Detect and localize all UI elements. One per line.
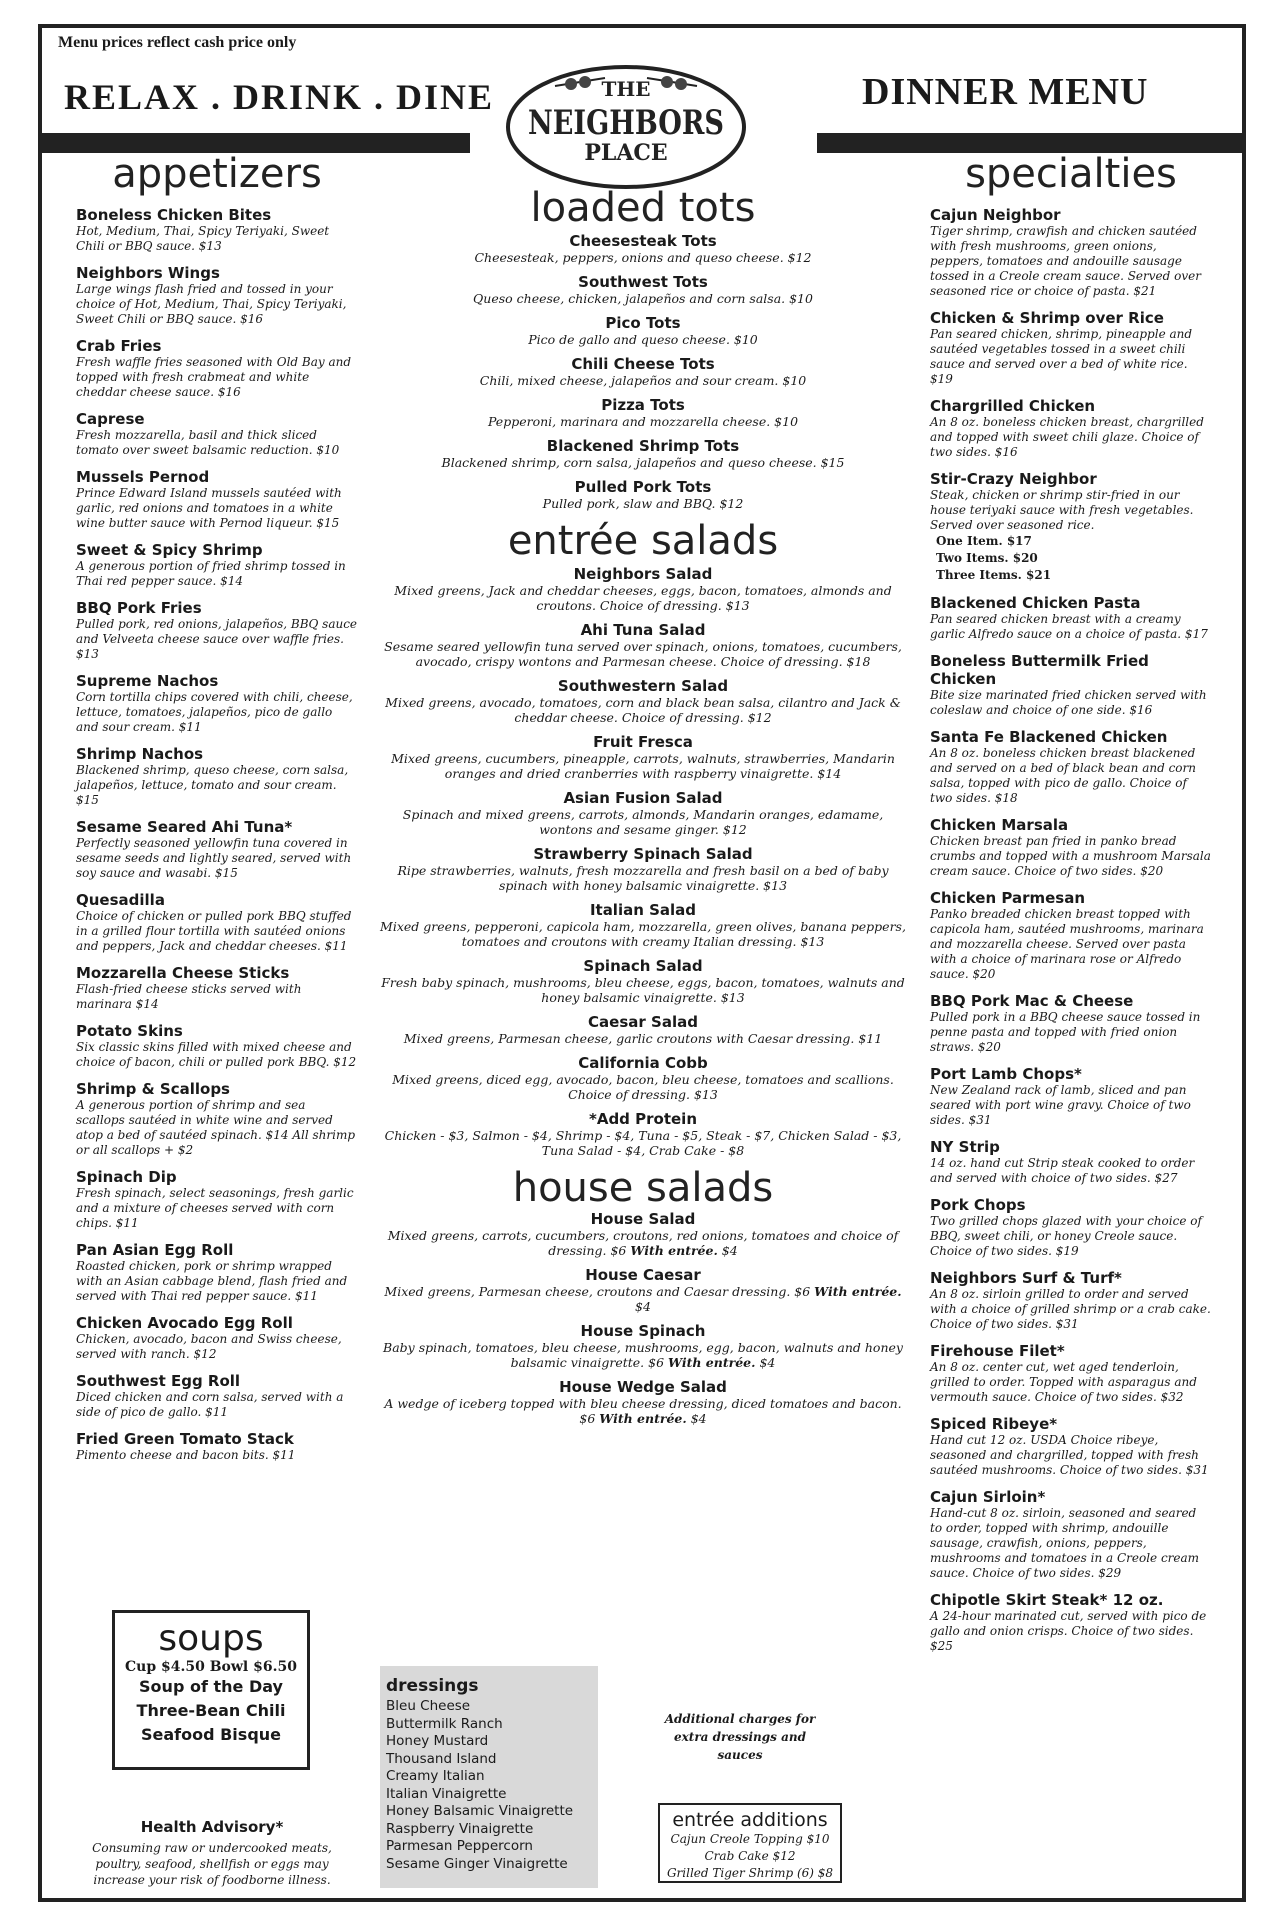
- with-entree-price: $4: [717, 1243, 738, 1258]
- menu-item-name: Supreme Nachos: [76, 672, 219, 690]
- menu-item: [930, 1196, 1212, 1259]
- menu-item: [378, 1110, 908, 1158]
- menu-item-description-text: Chicken breast pan fried in panko bread crumbs and topped with a mushroom Marsala cream sauce. Choice of two sides. $20: [930, 834, 1211, 878]
- menu-item-description-text: Large wings flash fried and tossed in your choice of Hot, Medium, Thai, Spicy Teriyaki, Sweet Chili or BBQ sauce. $16: [76, 282, 347, 326]
- menu-item-name: Chili Cheese Tots: [571, 355, 715, 373]
- menu-item-description-text: Pulled pork in a BBQ cheese sauce tossed in penne pasta and topped with fried onion straws. $20: [930, 1010, 1201, 1054]
- menu-item: [76, 672, 358, 735]
- menu-item-description-text: Bite size marinated fried chicken served with coleslaw and choice of one side. $16: [930, 688, 1207, 717]
- loaded-tots-list: [378, 232, 908, 511]
- menu-item: [76, 1430, 358, 1463]
- entree-salads-list: [378, 565, 908, 1158]
- menu-item-description: [76, 428, 358, 458]
- menu-item-description: [76, 763, 358, 808]
- menu-item-description-text: An 8 oz. boneless chicken breast, chargrilled and topped with sweet chili glaze. Choice of two sides. $16: [930, 415, 1204, 459]
- menu-item-name: Chicken & Shrimp over Rice: [930, 309, 1164, 327]
- menu-item-description-text: Fresh waffle fries seasoned with Old Bay and topped with fresh crabmeat and white cheddar cheese sauce. $16: [76, 355, 352, 399]
- menu-item-description: [378, 695, 908, 725]
- menu-item: [378, 355, 908, 388]
- menu-item-description: [378, 1284, 908, 1314]
- menu-item: [76, 1168, 358, 1231]
- logo-line-1: THE: [601, 77, 651, 101]
- restaurant-logo: [505, 64, 747, 190]
- menu-item-name: Mozzarella Cheese Sticks: [76, 964, 290, 982]
- center-column: [378, 186, 908, 1434]
- menu-item-description-text: Six classic skins filled with mixed cheese and choice of bacon, chili or pulled pork BBQ. $12: [76, 1040, 357, 1069]
- menu-item: [76, 891, 358, 954]
- with-entree-label: With entrée.: [630, 1243, 718, 1258]
- menu-item-description: [76, 1390, 358, 1420]
- dressing-option: Thousand Island: [386, 1750, 497, 1767]
- menu-item-name: House Wedge Salad: [559, 1378, 727, 1396]
- menu-item-name: House Salad: [590, 1210, 696, 1228]
- menu-item-name: *Add Protein: [588, 1110, 697, 1128]
- menu-item: [378, 565, 908, 613]
- menu-item-name: Caesar Salad: [588, 1013, 698, 1031]
- health-advisory: [76, 1818, 348, 1888]
- menu-item-description: [378, 1228, 908, 1258]
- specialties-list: [930, 206, 1212, 1654]
- menu-item-description: [930, 688, 1212, 718]
- menu-item-description: [930, 834, 1212, 879]
- menu-item-name: Santa Fe Blackened Chicken: [930, 728, 1168, 746]
- dressings-list: [386, 1698, 592, 1873]
- menu-item-description-text: Mixed greens, Parmesan cheese, garlic croutons with Caesar dressing. $11: [403, 1031, 883, 1046]
- with-entree-label: With entrée.: [668, 1355, 756, 1370]
- menu-item: [378, 789, 908, 837]
- menu-item-description-text: Cheesesteak, peppers, onions and queso cheese. $12: [474, 250, 812, 265]
- menu-item-name: Fruit Fresca: [593, 733, 693, 751]
- menu-item-description-text: Mixed greens, diced egg, avocado, bacon, bleu cheese, tomatoes and scallions. Choice of dressing. $13: [392, 1072, 894, 1102]
- menu-item-description: [930, 415, 1212, 460]
- menu-item-description-text: An 8 oz. center cut, wet aged tenderloin, grilled to order. Topped with asparagus and vermouth sauce. Choice of two sides. $32: [930, 1360, 1197, 1404]
- menu-item-description: [930, 1083, 1212, 1128]
- menu-item-name: Caprese: [76, 410, 145, 428]
- menu-item-name: Neighbors Wings: [76, 264, 220, 282]
- menu-item-description-text: Perfectly seasoned yellowfin tuna covered in sesame seeds and lightly seared, served with soy sauce and wasabi. $15: [76, 836, 352, 880]
- menu-item-description: [930, 1287, 1212, 1332]
- menu-item-description: [378, 332, 908, 347]
- appetizers-section: [76, 152, 358, 1473]
- menu-item: [378, 273, 908, 306]
- menu-item-name: Pork Chops: [930, 1196, 1026, 1214]
- dressing-option: Honey Mustard: [386, 1733, 489, 1749]
- menu-item-description-text: Prince Edward Island mussels sautéed with garlic, red onions and tomatoes in a white wine butter sauce with Pernod liqueur. $15: [76, 486, 342, 530]
- menu-item-description: [378, 414, 908, 429]
- menu-item-description-text: Fresh spinach, select seasonings, fresh garlic and a mixture of cheeses served with corn chips. $11: [76, 1186, 354, 1230]
- menu-item: [378, 957, 908, 1005]
- menu-item: [76, 337, 358, 400]
- menu-item-name: Chipotle Skirt Steak* 12 oz.: [930, 1591, 1164, 1609]
- menu-item-name: California Cobb: [578, 1054, 708, 1072]
- menu-item-name: Boneless Chicken Bites: [76, 206, 272, 224]
- menu-item-name: Southwest Egg Roll: [76, 1372, 241, 1390]
- cash-price-note: Menu prices reflect cash price only: [58, 34, 297, 51]
- menu-item: [378, 1378, 908, 1426]
- dressings-box: [380, 1666, 598, 1888]
- menu-item: [76, 818, 358, 881]
- menu-item: [378, 314, 908, 347]
- menu-item-name: Sesame Seared Ahi Tuna*: [76, 818, 293, 836]
- portion-size-option: Three Items. $21: [936, 568, 1052, 582]
- menu-item: [378, 845, 908, 893]
- menu-item-description: [76, 982, 358, 1012]
- dressing-option: Bleu Cheese: [386, 1698, 471, 1714]
- menu-item: [76, 206, 358, 254]
- menu-item-description-text: Hand-cut 8 oz. sirloin, seasoned and seared to order, topped with shrimp, andouille sausage, crawfish, onions, peppers, mushrooms and tomatoes in a Creole cream sauce. Choice of two sides. $29: [930, 1506, 1200, 1580]
- menu-title: DINNER MENU: [862, 71, 1149, 113]
- menu-item-description: [378, 751, 908, 781]
- menu-item-name: Chargrilled Chicken: [930, 397, 1096, 415]
- menu-item-description-text: Two grilled chops glazed with your choice of BBQ, sweet chili, or honey Creole sauce. Choice of two sides. $19: [930, 1214, 1202, 1258]
- menu-item-description: [930, 327, 1212, 387]
- portion-size-option: Two Items. $20: [936, 551, 1038, 565]
- tagline: RELAX . DRINK . DINE: [64, 77, 495, 117]
- menu-item-description-text: New Zealand rack of lamb, sliced and pan seared with port wine gravy. Choice of two sides. $31: [930, 1083, 1191, 1127]
- menu-item-description: [930, 746, 1212, 806]
- specialties-title: specialties: [965, 151, 1177, 197]
- menu-item: [378, 396, 908, 429]
- header-bar-left: [42, 133, 470, 153]
- menu-item-name: Neighbors Salad: [573, 565, 713, 583]
- menu-item-description-text: Pimento cheese and bacon bits. $11: [76, 1448, 296, 1462]
- menu-item: [76, 745, 358, 808]
- menu-item-name: Cajun Sirloin*: [930, 1488, 1046, 1506]
- menu-item: [76, 964, 358, 1012]
- menu-item-name: Cajun Neighbor: [930, 206, 1061, 224]
- menu-item-description-text: Pulled pork, slaw and BBQ. $12: [542, 496, 744, 511]
- menu-item-description: [930, 907, 1212, 982]
- loaded-tots-title: loaded tots: [530, 185, 756, 231]
- menu-item-description-text: Blackened shrimp, corn salsa, jalapeños and queso cheese. $15: [441, 455, 845, 470]
- logo-line-2: NEIGHBORS: [528, 103, 724, 143]
- menu-item-description-text: A 24-hour marinated cut, served with pico de gallo and onion crisps. Choice of two sides. $25: [930, 1609, 1207, 1653]
- menu-item-name: Southwest Tots: [578, 273, 708, 291]
- menu-item-description-text: Pan seared chicken, shrimp, pineapple and sautéed vegetables tossed in a sweet chili sauce and served over a bed of white rice. $19: [930, 327, 1193, 386]
- menu-item-name: NY Strip: [930, 1138, 1000, 1156]
- menu-item-description-text: Mixed greens, carrots, cucumbers, croutons, red onions, tomatoes and choice of dressing. $6: [387, 1228, 899, 1258]
- menu-item-name: Pan Asian Egg Roll: [76, 1241, 234, 1259]
- menu-item: [930, 1269, 1212, 1332]
- menu-item-description: [378, 1128, 908, 1158]
- menu-item-description-text: Corn tortilla chips covered with chili, cheese, lettuce, tomatoes, jalapeños, pico de gallo and sour cream. $11: [76, 690, 353, 734]
- dressing-option: Honey Balsamic Vinaigrette: [386, 1803, 574, 1819]
- menu-item-description: [378, 373, 908, 388]
- soups-box: [112, 1610, 310, 1770]
- menu-item-name: Pico Tots: [605, 314, 681, 332]
- menu-item-description: [378, 291, 908, 306]
- menu-item: [76, 468, 358, 531]
- with-entree-price: $4: [635, 1299, 651, 1314]
- menu-item-description-text: Mixed greens, Parmesan cheese, croutons and Caesar dressing. $6: [384, 1284, 811, 1299]
- additional-charges-note: Additional charges for extra dressings and sauces: [664, 1712, 816, 1762]
- menu-item-name: Stir-Crazy Neighbor: [930, 470, 1097, 488]
- menu-item-description-text: Spinach and mixed greens, carrots, almonds, Mandarin oranges, edamame, wontons and sesame ginger. $12: [402, 807, 884, 837]
- menu-item-description-text: Diced chicken and corn salsa, served with a side of pico de gallo. $11: [76, 1390, 344, 1419]
- menu-item-name: Firehouse Filet*: [930, 1342, 1065, 1360]
- menu-item: [76, 599, 358, 662]
- menu-item-name: Sweet & Spicy Shrimp: [76, 541, 263, 559]
- menu-item: [930, 1065, 1212, 1128]
- menu-item-description-text: Steak, chicken or shrimp stir-fried in our house teriyaki sauce with fresh vegetables. Served over seasoned rice.: [930, 488, 1194, 532]
- menu-item-description: [76, 617, 358, 662]
- menu-item-name: House Spinach: [580, 1322, 706, 1340]
- menu-item-description-text: Pepperoni, marinara and mozzarella cheese. $10: [487, 414, 799, 429]
- menu-item: [378, 1210, 908, 1258]
- menu-item-description-text: A wedge of iceberg topped with bleu cheese dressing, diced tomatoes and bacon. $6: [384, 1396, 902, 1426]
- menu-item: [930, 816, 1212, 879]
- menu-item: [930, 594, 1212, 642]
- menu-item-description-text: Flash-fried cheese sticks served with marinara $14: [76, 982, 302, 1011]
- dressing-option: Creamy Italian: [386, 1768, 485, 1784]
- menu-item-description: [930, 1156, 1212, 1186]
- menu-item-description: [930, 224, 1212, 299]
- soup-item: Soup of the Day: [139, 1677, 283, 1696]
- menu-item-description-text: Chili, mixed cheese, jalapeños and sour cream. $10: [479, 373, 807, 388]
- menu-item-description: [76, 836, 358, 881]
- menu-item-description: [76, 1448, 358, 1463]
- menu-item-description-text: Pulled pork, red onions, jalapeños, BBQ sauce and Velveeta cheese sauce over waffle fries. $13: [76, 617, 358, 661]
- menu-item-description: [930, 612, 1212, 642]
- menu-item: [378, 232, 908, 265]
- menu-item-description: [378, 919, 908, 949]
- menu-item-name: Spiced Ribeye*: [930, 1415, 1058, 1433]
- menu-item-name: BBQ Pork Fries: [76, 599, 202, 617]
- menu-item-description: [378, 1340, 908, 1370]
- menu-item-description-text: Mixed greens, Jack and cheddar cheeses, eggs, bacon, tomatoes, almonds and croutons. Choice of dressing. $13: [394, 583, 892, 613]
- with-entree-price: $4: [686, 1411, 707, 1426]
- menu-item-description-text: Fresh mozzarella, basil and thick sliced tomato over sweet balsamic reduction. $10: [76, 428, 340, 457]
- menu-item: [76, 1080, 358, 1158]
- entree-addition-item: Crab Cake $12: [704, 1849, 796, 1863]
- menu-item: [378, 1013, 908, 1046]
- dressing-option: Sesame Ginger Vinaigrette: [386, 1855, 568, 1872]
- menu-item: [76, 264, 358, 327]
- menu-item-name: Boneless Buttermilk Fried Chicken: [930, 652, 1149, 688]
- menu-item-description: [378, 1072, 908, 1102]
- menu-item-name: Ahi Tuna Salad: [580, 621, 706, 639]
- menu-item: [930, 728, 1212, 806]
- menu-item-description-text: A generous portion of fried shrimp tossed in Thai red pepper sauce. $14: [76, 559, 346, 588]
- dressing-option: Parmesan Peppercorn: [386, 1838, 533, 1854]
- menu-item-name: Potato Skins: [76, 1022, 183, 1040]
- menu-item: [76, 1022, 358, 1070]
- menu-item-name: Neighbors Surf & Turf*: [930, 1269, 1122, 1287]
- menu-item-name: Chicken Marsala: [930, 816, 1069, 834]
- soup-prices: Cup $4.50 Bowl $6.50: [125, 1659, 297, 1675]
- menu-item-name: Mussels Pernod: [76, 468, 210, 486]
- with-entree-label: With entrée.: [814, 1284, 902, 1299]
- menu-item-description: [930, 488, 1212, 533]
- menu-item-description: [930, 1433, 1212, 1478]
- menu-item: [76, 1314, 358, 1362]
- menu-item-description: [76, 1259, 358, 1304]
- menu-item-name: Chicken Parmesan: [930, 889, 1086, 907]
- menu-item-description-text: Roasted chicken, pork or shrimp wrapped with an Asian cabbage blend, flash fried and served with Thai red pepper sauce. $11: [76, 1259, 348, 1303]
- menu-item-name: Strawberry Spinach Salad: [533, 845, 753, 863]
- menu-item: [378, 437, 908, 470]
- menu-item: [930, 1138, 1212, 1186]
- menu-item: [378, 1266, 908, 1314]
- menu-item-name: Blackened Chicken Pasta: [930, 594, 1141, 612]
- menu-item-name: Cheesesteak Tots: [569, 232, 717, 250]
- entree-addition-item: Cajun Creole Topping $10: [670, 1832, 830, 1846]
- menu-item: [930, 397, 1212, 460]
- menu-item: [930, 652, 1212, 718]
- menu-item-description-text: Mixed greens, cucumbers, pineapple, carrots, walnuts, strawberries, Mandarin oranges and dried cranberries with raspberry vinaigrette. $14: [391, 751, 895, 781]
- menu-item-name: Blackened Shrimp Tots: [546, 437, 740, 455]
- logo-line-3: PLACE: [584, 140, 668, 166]
- appetizers-title: appetizers: [112, 151, 322, 197]
- menu-item-description-text: 14 oz. hand cut Strip steak cooked to order and served with choice of two sides. $27: [930, 1156, 1195, 1185]
- menu-item-description: [76, 282, 358, 327]
- menu-item: [930, 470, 1212, 584]
- menu-item: [378, 478, 908, 511]
- menu-item-description: [378, 250, 908, 265]
- menu-item: [378, 1322, 908, 1370]
- portion-size-option: One Item. $17: [936, 534, 1032, 548]
- menu-item-name: Shrimp Nachos: [76, 745, 204, 763]
- menu-item-name: House Caesar: [585, 1266, 701, 1284]
- menu-item-description: [378, 1396, 908, 1426]
- menu-item: [930, 992, 1212, 1055]
- menu-item: [76, 1372, 358, 1420]
- menu-item: [930, 309, 1212, 387]
- entree-salads-title: entrée salads: [507, 518, 779, 564]
- entree-additions-title: entrée additions: [672, 1809, 828, 1831]
- menu-item-description: [76, 559, 358, 589]
- menu-item-description-text: Fresh baby spinach, mushrooms, bleu cheese, eggs, bacon, tomatoes, walnuts and honey balsamic vinaigrette. $13: [381, 975, 905, 1005]
- menu-item-name: Southwestern Salad: [557, 677, 729, 695]
- menu-item-description: [378, 583, 908, 613]
- menu-item: [76, 410, 358, 458]
- menu-item-description-text: Pico de gallo and queso cheese. $10: [528, 332, 758, 347]
- menu-item-description: [930, 1360, 1212, 1405]
- menu-item-description: [76, 486, 358, 531]
- appetizer-list: [76, 206, 358, 1463]
- menu-item-description-text: Pan seared chicken breast with a creamy garlic Alfredo sauce on a choice of pasta. $17: [930, 612, 1208, 641]
- menu-item: [76, 541, 358, 589]
- menu-item-name: Italian Salad: [589, 901, 697, 919]
- menu-item-description-text: A generous portion of shrimp and sea scallops sautéed in white wine and served atop a bed of sautéed spinach. $14 All shrimp or all scallops + $2: [76, 1098, 356, 1157]
- dressing-option: Italian Vinaigrette: [386, 1785, 507, 1802]
- dressings-title: dressings: [386, 1676, 479, 1696]
- menu-item-name: Quesadilla: [76, 891, 165, 909]
- menu-item-description-text: Mixed greens, pepperoni, capicola ham, mozzarella, green olives, banana peppers, tomatoes and croutons with creamy Italian dressing. $13: [380, 919, 906, 949]
- menu-item-name: Pulled Pork Tots: [574, 478, 712, 496]
- soups-title: soups: [158, 1618, 264, 1659]
- menu-item: [378, 733, 908, 781]
- menu-item-description-text: Tiger shrimp, crawfish and chicken sautéed with fresh mushrooms, green onions, peppers, tomatoes and andouille sausage tossed in a Creole cream sauce. Served over seasoned rice or choice of pasta. $21: [930, 224, 1201, 298]
- menu-item: [378, 677, 908, 725]
- menu-item-name: Asian Fusion Salad: [563, 789, 723, 807]
- menu-item-description-text: Panko breaded chicken breast topped with capicola ham, sautéed mushrooms, marinara and mozzarella cheese. Served over pasta with a choice of marinara rose or Alfredo sauce. $20: [930, 907, 1204, 981]
- menu-item-description: [76, 690, 358, 735]
- dressing-option: Buttermilk Ranch: [386, 1715, 503, 1732]
- menu-item: [930, 1591, 1212, 1654]
- specialties-section: [930, 152, 1212, 1664]
- soup-item: Seafood Bisque: [140, 1725, 282, 1744]
- menu-item-name: Spinach Dip: [76, 1168, 177, 1186]
- menu-item-name: Crab Fries: [76, 337, 162, 355]
- menu-item-description: [930, 1609, 1212, 1654]
- menu-item-name: Chicken Avocado Egg Roll: [76, 1314, 293, 1332]
- menu-item-description-text: Mixed greens, avocado, tomatoes, corn and black bean salsa, cilantro and Jack & cheddar cheese. Choice of dressing. $12: [385, 695, 901, 725]
- menu-item-name: Fried Green Tomato Stack: [76, 1430, 294, 1448]
- menu-item-name: BBQ Pork Mac & Cheese: [930, 992, 1134, 1010]
- health-advisory-text: Consuming raw or undercooked meats, poultry, seafood, shellfish or eggs may increase your risk of foodborne illness.: [92, 1841, 332, 1887]
- menu-item-description: [930, 1506, 1212, 1581]
- menu-item-description-text: Choice of chicken or pulled pork BBQ stuffed in a grilled flour tortilla with sautéed onions and peppers, Jack and cheddar cheeses. $11: [76, 909, 352, 953]
- menu-item-description: [76, 909, 358, 954]
- menu-item-description-text: Baby spinach, tomatoes, bleu cheese, mushrooms, egg, bacon, walnuts and honey balsamic vinaigrette. $6: [383, 1340, 903, 1370]
- menu-item-description-text: Hand cut 12 oz. USDA Choice ribeye, seasoned and chargrilled, topped with fresh sautéed mushrooms. Choice of two sides. $31: [930, 1433, 1209, 1477]
- menu-item-name: Spinach Salad: [583, 957, 703, 975]
- menu-item-name: Pizza Tots: [601, 396, 685, 414]
- menu-item-description-text: Queso cheese, chicken, jalapeños and corn salsa. $10: [473, 291, 813, 306]
- menu-item-description-text: Chicken - $3, Salmon - $4, Shrimp - $4, Tuna - $5, Steak - $7, Chicken Salad - $3, Tuna Salad - $4, Crab Cake - $8: [384, 1128, 902, 1158]
- menu-item-name: Port Lamb Chops*: [930, 1065, 1082, 1083]
- house-salads-title: house salads: [512, 1165, 774, 1211]
- menu-item: [930, 206, 1212, 299]
- menu-item: [76, 1241, 358, 1304]
- menu-item-description: [930, 1214, 1212, 1259]
- with-entree-price: $4: [755, 1355, 776, 1370]
- menu-item: [930, 1415, 1212, 1478]
- menu-item-description-text: An 8 oz. sirloin grilled to order and served with a choice of grilled shrimp or a crab cake. Choice of two sides. $31: [930, 1287, 1211, 1331]
- menu-item-description: [378, 863, 908, 893]
- menu-item-name: Shrimp & Scallops: [76, 1080, 230, 1098]
- menu-item-description: [76, 1186, 358, 1231]
- header-bar-right: [817, 133, 1242, 153]
- menu-item-description: [378, 455, 908, 470]
- menu-item-description: [76, 355, 358, 400]
- with-entree-label: With entrée.: [599, 1411, 687, 1426]
- menu-item-description-text: Sesame seared yellowfin tuna served over spinach, onions, tomatoes, cucumbers, avocado, crispy wontons and Parmesan cheese. Choice of dressing. $18: [384, 639, 902, 669]
- menu-item: [378, 621, 908, 669]
- menu-item: [930, 1342, 1212, 1405]
- menu-item-description-text: Chicken, avocado, bacon and Swiss cheese, served with ranch. $12: [76, 1332, 342, 1361]
- menu-item: [930, 1488, 1212, 1581]
- menu-item: [378, 901, 908, 949]
- menu-item-description-text: An 8 oz. boneless chicken breast blackened and served on a bed of black bean and corn salsa, topped with pico de gallo. Choice of two sides. $18: [930, 746, 1196, 805]
- menu-item-description: [378, 496, 908, 511]
- health-advisory-title: Health Advisory*: [140, 1818, 284, 1836]
- entree-addition-item: Grilled Tiger Shrimp (6) $8: [666, 1866, 834, 1880]
- menu-item-description: [378, 975, 908, 1005]
- menu-item-description: [76, 1098, 358, 1158]
- menu-item-description-text: Hot, Medium, Thai, Spicy Teriyaki, Sweet Chili or BBQ sauce. $13: [76, 224, 330, 253]
- menu-item-description-text: Ripe strawberries, walnuts, fresh mozzarella and fresh basil on a bed of baby spinach with honey balsamic vinaigrette. $13: [397, 863, 889, 893]
- menu-item-description: [378, 639, 908, 669]
- dressing-option: Raspberry Vinaigrette: [386, 1820, 534, 1837]
- menu-item: [930, 889, 1212, 982]
- menu-item-description: [76, 224, 358, 254]
- menu-item-description: [76, 1040, 358, 1070]
- house-salads-list: [378, 1210, 908, 1426]
- menu-item: [378, 1054, 908, 1102]
- menu-item-description: [76, 1332, 358, 1362]
- soup-item: Three-Bean Chili: [136, 1701, 286, 1720]
- entree-additions-box: [658, 1803, 842, 1883]
- menu-item-description: [378, 1031, 908, 1046]
- menu-item-description: [930, 1010, 1212, 1055]
- menu-item-description-text: Blackened shrimp, queso cheese, corn salsa, jalapeños, lettuce, tomato and sour cream. $15: [76, 763, 349, 807]
- menu-item-description: [378, 807, 908, 837]
